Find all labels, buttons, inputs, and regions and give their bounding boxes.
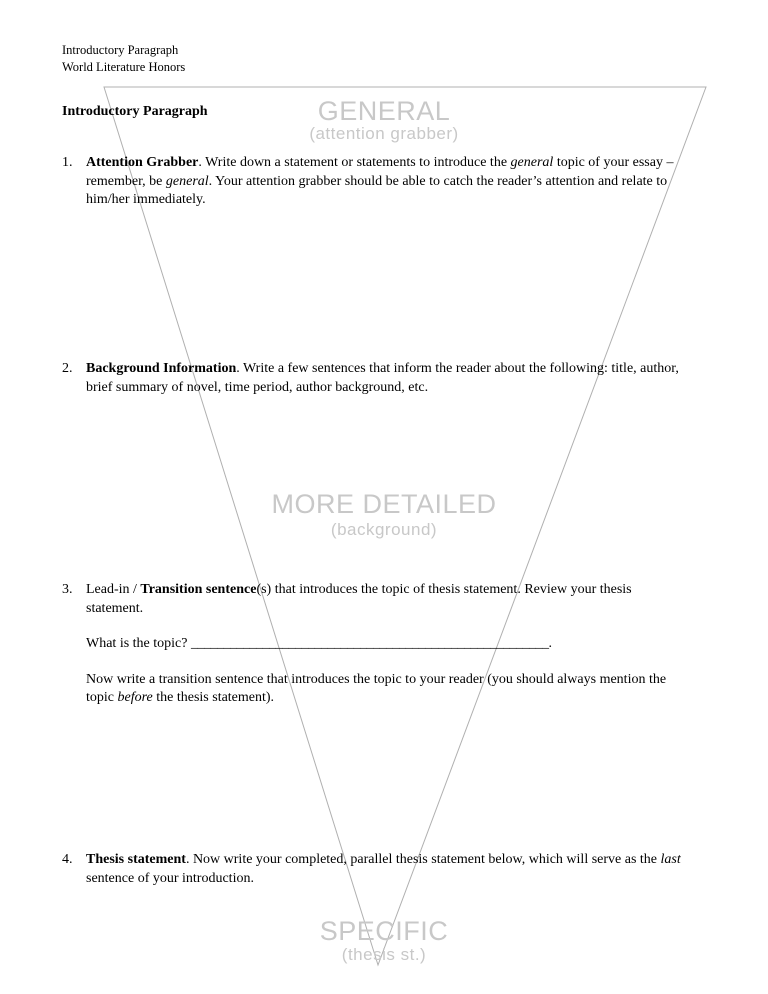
item3-text-a: (s) that introduces the topic of thesis statement. Review your thesis statement.	[86, 582, 632, 616]
list-item	[62, 360, 692, 397]
topic-answer-blank[interactable]: _______________________________________________________.	[190, 636, 552, 652]
item1-text-a: . Write down a statement or statements to introduce the	[198, 155, 511, 170]
header-line-2: World Literature Honors	[62, 59, 186, 74]
item1-text-c: . Your attention grabber should be able to catch the reader’s attention and relate to him/her immediately.	[86, 173, 668, 208]
item4-text-b: sentence of your introduction.	[86, 870, 254, 886]
list-item-body	[86, 360, 692, 397]
item2-text-a: . Write a few sentences that inform the reader about the following: title, author, brief summary of novel, time period, author background, etc.	[86, 361, 679, 395]
list-item-number: 2.	[62, 361, 73, 376]
topic-prompt-row	[86, 635, 692, 654]
watermark-specific-subtitle: (thesis st.)	[341, 945, 427, 964]
list-item-body	[86, 581, 692, 708]
item1-emphasis-b: general	[165, 173, 209, 189]
item4-emphasis-a: last	[660, 852, 681, 867]
list-item	[62, 154, 692, 210]
item1-text-b: topic of your essay – remember, be	[86, 155, 674, 189]
item3-lead-prefix: Lead-in /	[86, 582, 141, 597]
list-item	[62, 581, 692, 708]
list-item-number: 3.	[62, 582, 73, 597]
item3-label: Transition sentence	[140, 582, 257, 597]
item2-label: Background Information	[86, 361, 237, 376]
watermark-more-detailed: MORE DETAILED	[271, 489, 497, 519]
list-item-body	[86, 154, 692, 210]
item3-followup-emphasis: before	[117, 690, 153, 706]
item1-label: Attention Grabber	[86, 155, 199, 170]
watermark-more-detailed-subtitle: (background)	[330, 520, 438, 539]
header-line-1: Introductory Paragraph	[62, 43, 179, 57]
topic-prompt-label: What is the topic?	[86, 636, 191, 652]
list-item-number: 1.	[62, 155, 73, 170]
page-title: Introductory Paragraph	[62, 104, 208, 119]
watermark-general: GENERAL	[317, 96, 451, 126]
page-header	[62, 42, 185, 76]
watermark-general-subtitle: (attention grabber)	[309, 124, 459, 143]
list-item-number: 4.	[62, 852, 73, 867]
item3-followup	[86, 671, 692, 708]
item4-text-a: . Now write your completed, parallel thesis statement below, which will serve as the	[185, 852, 661, 867]
watermark-specific: SPECIFIC	[319, 916, 449, 946]
item4-label: Thesis statement	[86, 852, 186, 867]
item1-emphasis-a: general	[510, 155, 554, 170]
list-item	[62, 851, 692, 888]
list-item-body	[86, 851, 692, 888]
item3-followup-b: the thesis statement).	[152, 690, 275, 706]
item3-followup-a: Now write a transition sentence that introduces the topic to your reader (you should always mention the topic	[86, 671, 667, 706]
